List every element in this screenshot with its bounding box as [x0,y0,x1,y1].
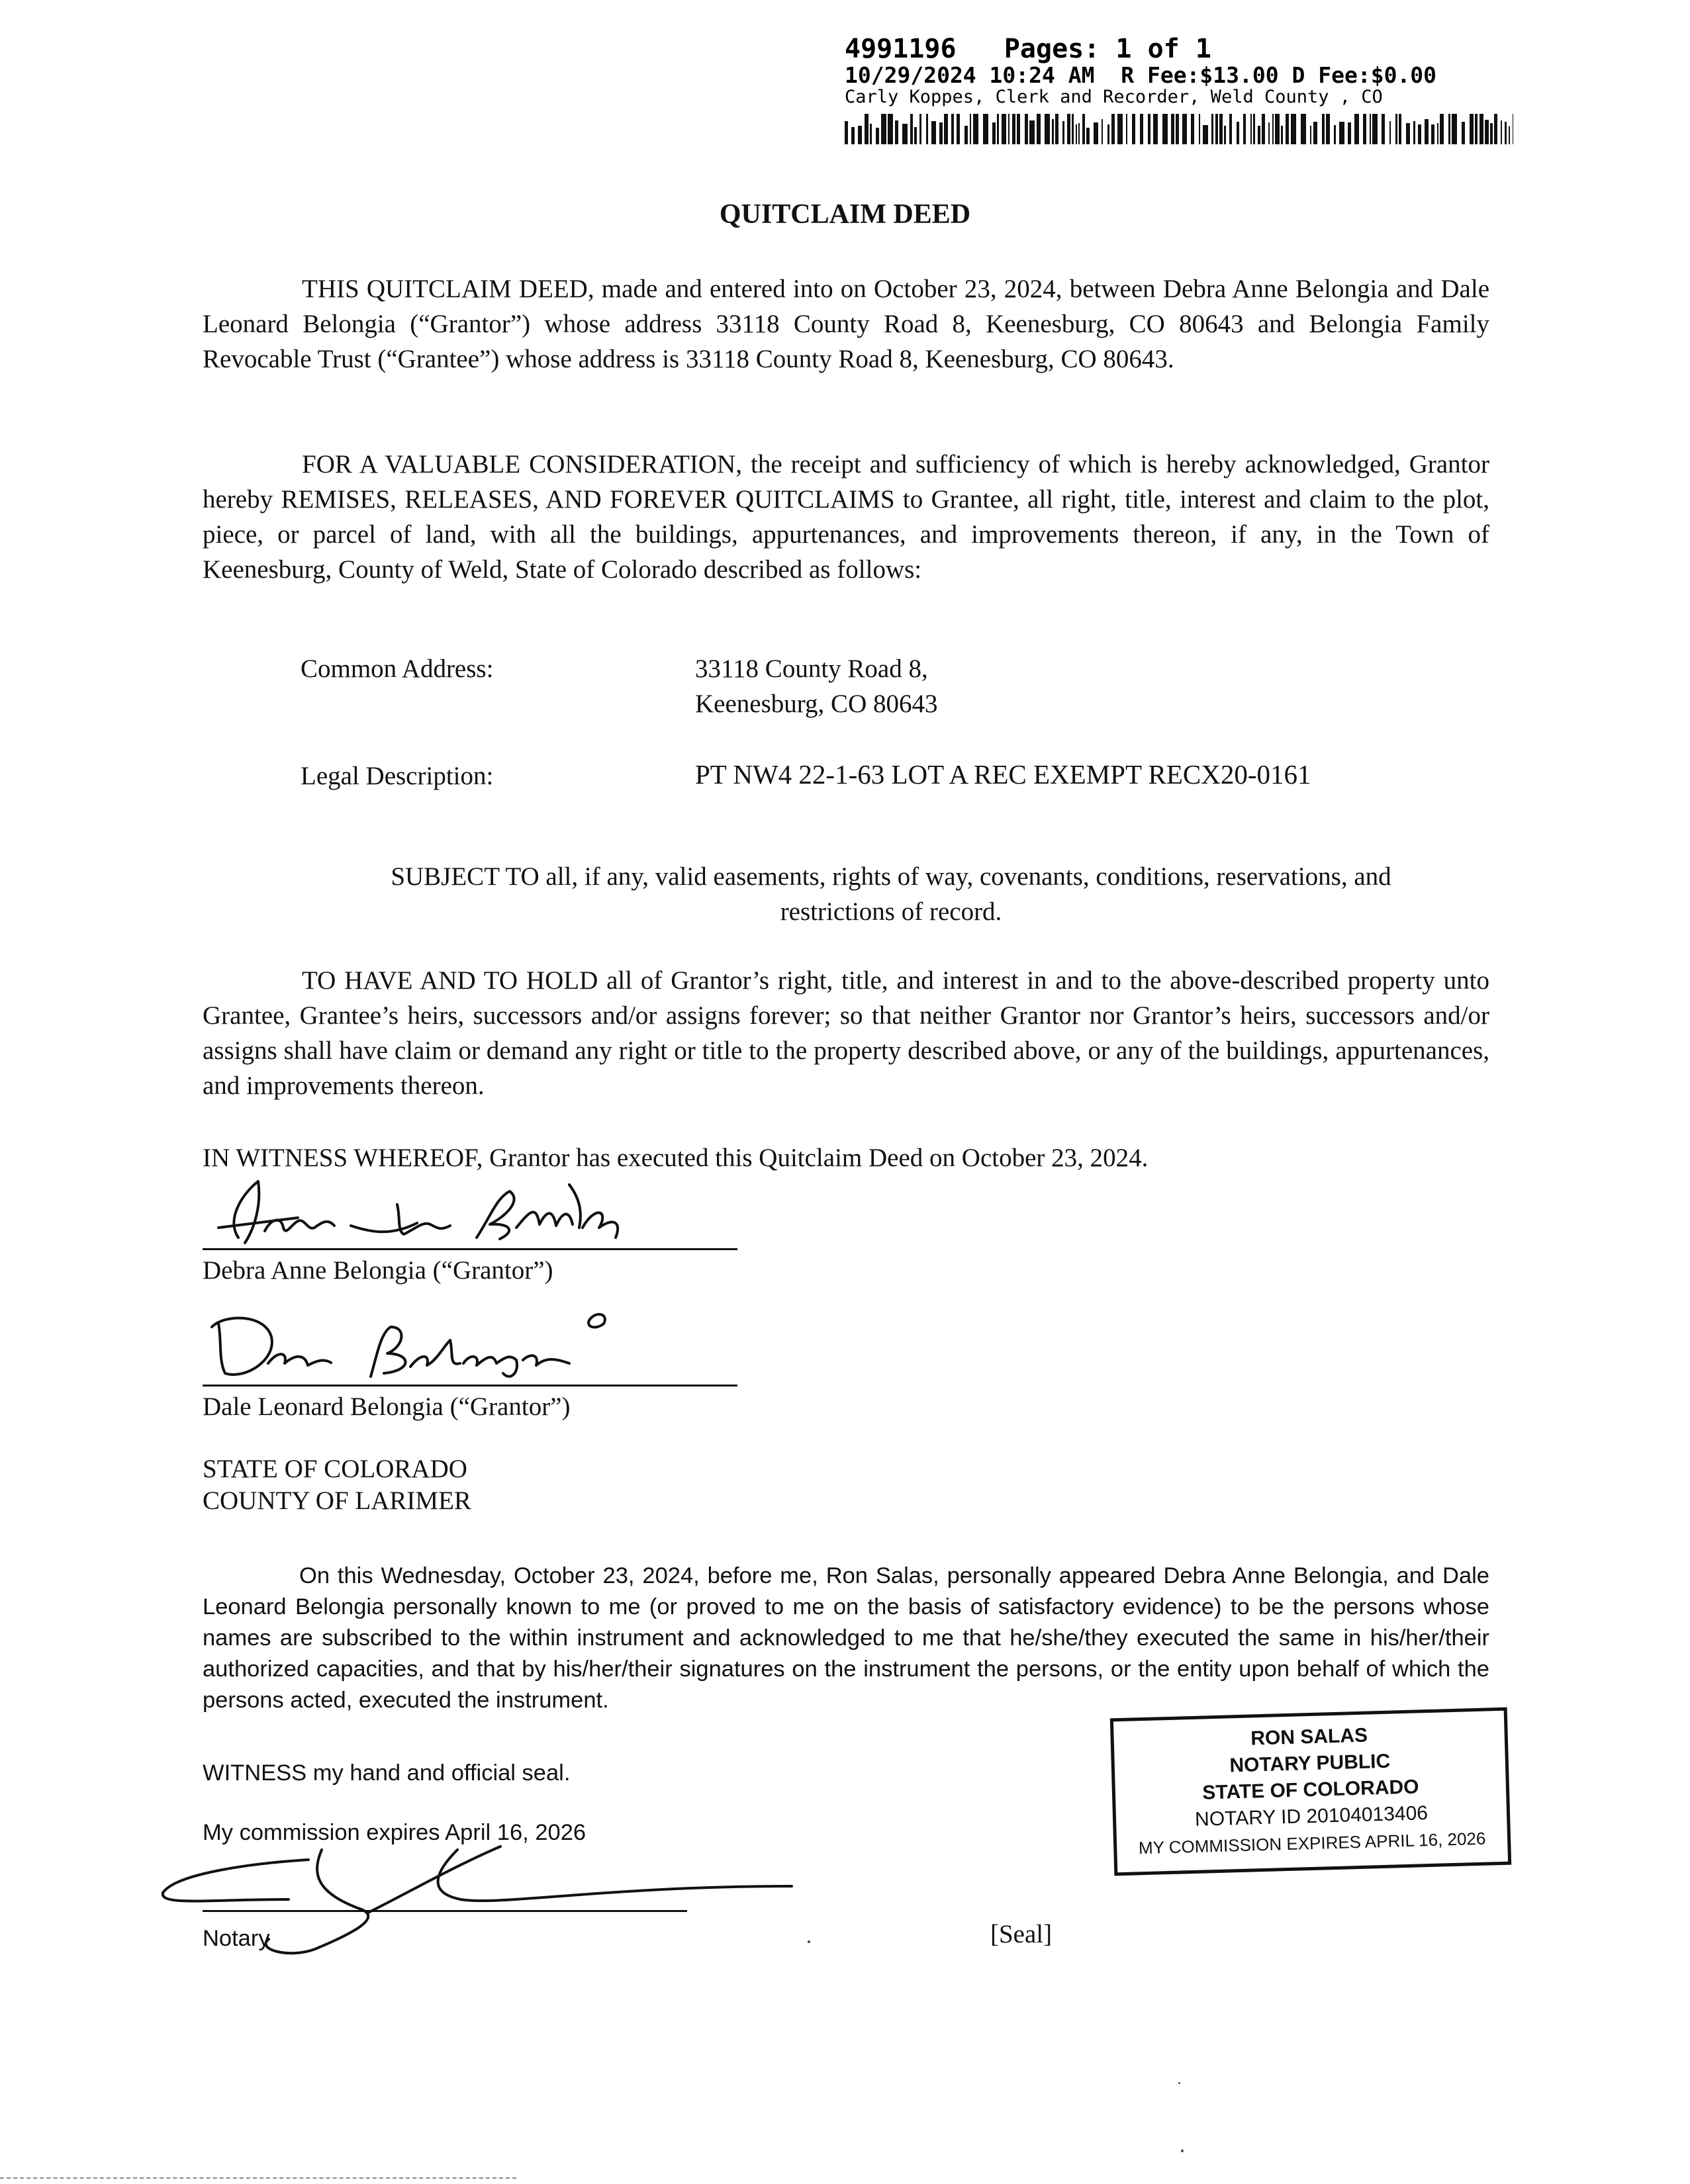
notary-label: Notary [203,1926,270,1951]
signature-debra [199,1165,675,1257]
signature-line-1 [203,1248,737,1250]
seal-label: [Seal] [990,1920,1053,1948]
common-address-label: Common Address: [301,655,494,683]
commission-expires: My commission expires April 16, 2026 [203,1820,587,1845]
venue-county: COUNTY OF LARIMER [203,1486,471,1515]
consideration-paragraph [203,447,1489,587]
document-title: QUITCLAIM DEED [719,199,971,230]
notary-acknowledgment-text: On this Wednesday, October 23, 2024, before me, Ron Salas, personally appeared Debra Anne Belongia, and Dale Leonard Belongia personally known to me (or proved to me on the basis of satisfactory evidence) to be the persons whose names are subscribed to the within instrument and acknowledged to me that he/she/they executed the same in his/her/their authorized capacities, and that by his/her/their signatures on the instrument the persons, or the entity upon behalf of which the persons acted, executed the instrument. [203,1563,1489,1713]
barcode [845,114,1513,144]
notary-acknowledgment [203,1561,1489,1716]
consideration-paragraph-text: FOR A VALUABLE CONSIDERATION, the receipt and sufficiency of which is hereby acknowledged, Grantor hereby REMISES, RELEASES, AND FOREVER QUITCLAIMS to Grantee, all right, title, interest and claim to the plot, piece, or parcel of land, with all the buildings, appurtenances, and improvements thereon, if any, in the Town of Keenesburg, County of Weld, State of Colorado described as follows: [203,450,1489,584]
signatory-1-name: Debra Anne Belongia (“Grantor”) [203,1256,553,1285]
habendum-paragraph-text: TO HAVE AND TO HOLD all of Grantor’s right, title, and interest in and to the above-described property unto Grantee, Grantee’s heirs, successors and/or assigns forever; so that neither Grantor nor Grantor’s heirs, successors and/or assigns shall have claim or demand any right or title to the property described above, or any of the buildings, appurtenances, and improvements thereon. [203,966,1489,1100]
opening-paragraph [203,271,1489,377]
notary-stamp-state: STATE OF COLORADO [1201,1776,1419,1804]
recording-date-fees: 10/29/2024 10:24 AM R Fee:$13.00 D Fee:$0.00 [845,62,1437,88]
witness-clause: IN WITNESS WHEREOF, Grantor has executed this Quitclaim Deed on October 23, 2024. [203,1144,1149,1172]
legal-description: PT NW4 22-1-63 LOT A REC EXEMPT RECX20-0161 [695,759,1311,790]
subject-to-line2: restrictions of record. [780,897,1002,926]
reception-number: 4991196 [845,34,957,64]
habendum-paragraph [203,963,1489,1103]
signatory-2-name: Dale Leonard Belongia (“Grantor”) [203,1392,571,1421]
notary-stamp-title: NOTARY PUBLIC [1229,1750,1391,1777]
common-address-line2: Keenesburg, CO 80643 [695,690,938,718]
recorder-name: Carly Koppes, Clerk and Recorder, Weld County , CO [845,87,1383,107]
notary-signature-line [203,1910,687,1912]
notary-stamp-id: NOTARY ID 20104013406 [1194,1802,1429,1831]
opening-paragraph-text: THIS QUITCLAIM DEED, made and entered into on October 23, 2024, between Debra Anne Belongia and Dale Leonard Belongia (“Grantor”) whose address 33118 County Road 8, Keenesburg, CO 80643 and Belongia Family Revocable Trust (“Grantee”) whose address is 33118 County Road 8, Keenesburg, CO 80643. [203,275,1489,373]
page-count: Pages: 1 of 1 [1004,34,1211,64]
recording-stamp [845,34,1436,107]
common-address-line1: 33118 County Road 8, [695,655,928,683]
venue-state: STATE OF COLORADO [203,1455,467,1483]
subject-to-line1: SUBJECT TO all, if any, valid easements, rights of way, covenants, conditions, reservations, and [391,862,1391,891]
notary-stamp-name: RON SALAS [1250,1724,1368,1750]
bottom-edge-mark [0,2177,516,2179]
signature-dale [199,1307,675,1390]
witness-hand: WITNESS my hand and official seal. [203,1760,571,1786]
notary-stamp-expires: MY COMMISSION EXPIRES APRIL 16, 2026 [1138,1828,1486,1858]
notary-stamp [1110,1707,1511,1876]
legal-description-label: Legal Description: [301,762,494,790]
signature-line-2 [203,1385,737,1387]
